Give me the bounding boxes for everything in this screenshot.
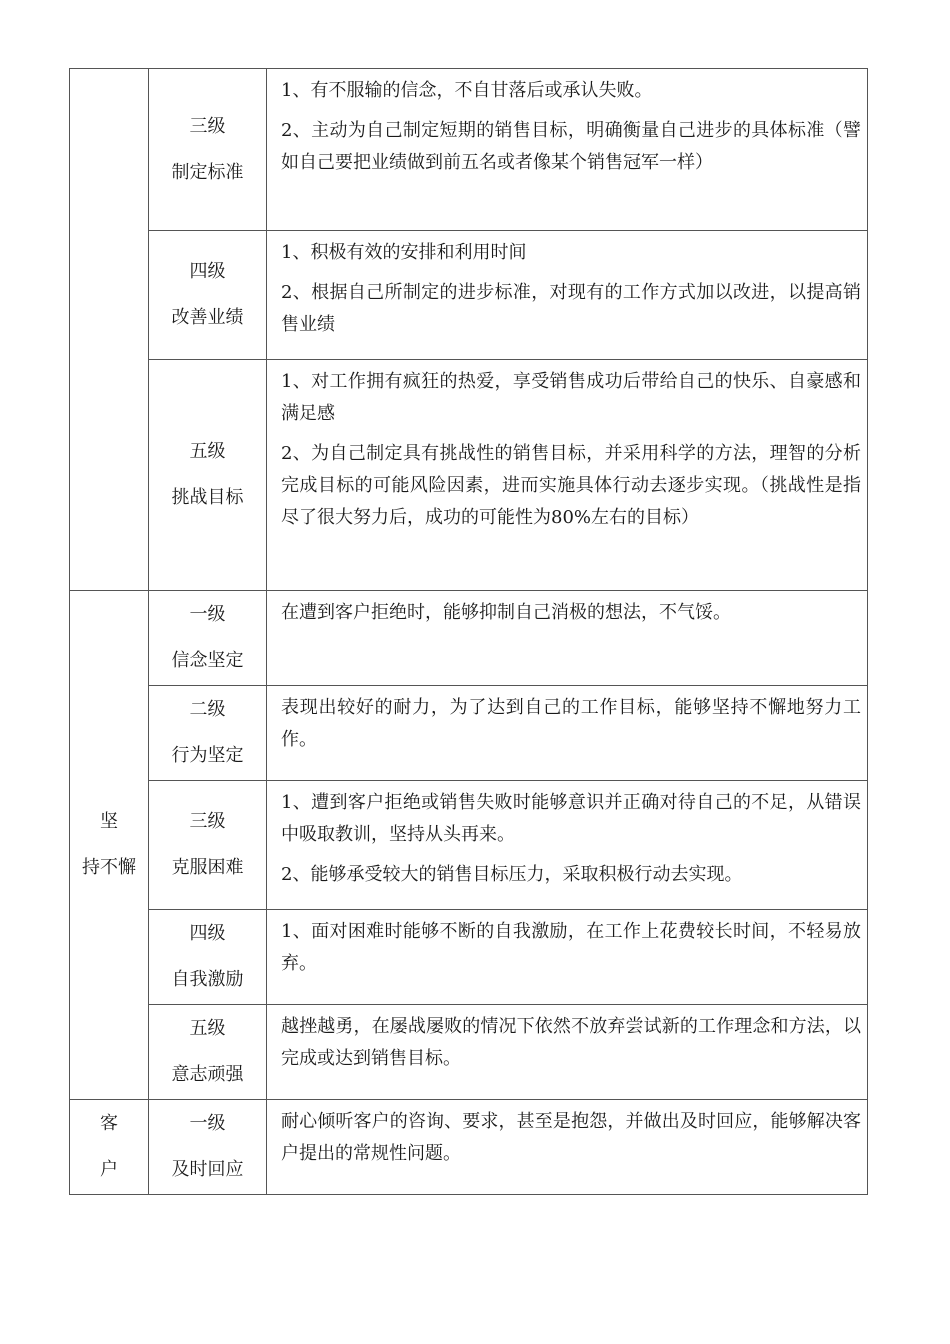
description-item: 1、对工作拥有疯狂的热爱，享受销售成功后带给自己的快乐、自豪感和满足感 bbox=[281, 371, 861, 424]
competency-table bbox=[69, 68, 868, 1195]
description-item: 2、根据自己所制定的进步标准，对现有的工作方式加以改进，以提高销售业绩 bbox=[281, 282, 861, 335]
table-row bbox=[70, 781, 868, 910]
level-label: 三级 bbox=[189, 811, 226, 832]
category-cell bbox=[70, 1100, 149, 1195]
description-item: 1、积极有效的安排和利用时间 bbox=[281, 242, 527, 263]
description-cell bbox=[267, 910, 868, 1005]
level-label: 一级 bbox=[189, 1113, 226, 1134]
level-title: 改善业绩 bbox=[171, 307, 244, 328]
description-item: 2、为自己制定具有挑战性的销售目标，并采用科学的方法，理智的分析完成目标的可能风险因素，进而实施具体行动去逐步实现。（挑战性是指尽了很大努力后，成功的可能性为80%左右的目标） bbox=[281, 443, 861, 528]
level-cell bbox=[149, 69, 267, 231]
description-item: 1、遭到客户拒绝或销售失败时能够意识并正确对待自己的不足，从错误中吸取教训，坚持从头再来。 bbox=[281, 792, 861, 845]
table-row bbox=[70, 69, 868, 231]
table-row bbox=[70, 910, 868, 1005]
table-row bbox=[70, 360, 868, 591]
description-cell bbox=[267, 1005, 868, 1100]
table-row bbox=[70, 231, 868, 360]
level-label: 五级 bbox=[189, 1018, 226, 1039]
level-cell bbox=[149, 781, 267, 910]
description-item: 2、主动为自己制定短期的销售目标，明确衡量自己进步的具体标准（譬如自己要把业绩做到前五名或者像某个销售冠军一样） bbox=[281, 120, 861, 173]
level-cell bbox=[149, 231, 267, 360]
table-row bbox=[70, 591, 868, 686]
category-label-line: 坚 bbox=[100, 811, 118, 832]
level-title: 信念坚定 bbox=[171, 650, 244, 671]
description-item: 在遭到客户拒绝时，能够抑制自己消极的想法，不气馁。 bbox=[281, 602, 731, 623]
level-cell bbox=[149, 1100, 267, 1195]
description-cell bbox=[267, 591, 868, 686]
level-title: 及时回应 bbox=[171, 1159, 244, 1180]
level-title: 克服困难 bbox=[171, 857, 244, 878]
description-cell bbox=[267, 686, 868, 781]
level-title: 自我激励 bbox=[171, 969, 244, 990]
table-row bbox=[70, 686, 868, 781]
description-item: 越挫越勇，在屡战屡败的情况下依然不放弃尝试新的工作理念和方法，以完成或达到销售目标。 bbox=[281, 1016, 861, 1069]
level-title: 行为坚定 bbox=[171, 745, 244, 766]
description-cell bbox=[267, 360, 868, 591]
level-label: 四级 bbox=[189, 261, 226, 282]
level-title: 挑战目标 bbox=[171, 487, 244, 508]
description-cell bbox=[267, 231, 868, 360]
level-cell bbox=[149, 910, 267, 1005]
level-label: 三级 bbox=[189, 115, 226, 137]
table-row bbox=[70, 1100, 868, 1195]
description-item: 1、有不服输的信念，不自甘落后或承认失败。 bbox=[281, 80, 653, 101]
category-label-line: 持不懈 bbox=[82, 857, 136, 878]
level-cell bbox=[149, 1005, 267, 1100]
level-cell bbox=[149, 591, 267, 686]
level-title: 意志顽强 bbox=[171, 1064, 244, 1085]
level-cell bbox=[149, 686, 267, 781]
level-label: 四级 bbox=[189, 923, 226, 944]
description-item: 2、能够承受较大的销售目标压力，采取积极行动去实现。 bbox=[281, 864, 743, 885]
level-label: 二级 bbox=[189, 699, 226, 720]
description-item: 表现出较好的耐力，为了达到自己的工作目标，能够坚持不懈地努力工作。 bbox=[281, 697, 861, 750]
category-cell-blank bbox=[70, 69, 149, 591]
description-cell bbox=[267, 69, 868, 231]
description-cell bbox=[267, 781, 868, 910]
description-cell bbox=[267, 1100, 868, 1195]
level-cell bbox=[149, 360, 267, 591]
level-title: 制定标准 bbox=[171, 161, 244, 183]
category-label-line: 客 bbox=[100, 1113, 118, 1134]
level-label: 一级 bbox=[189, 604, 226, 625]
description-item: 耐心倾听客户的咨询、要求，甚至是抱怨，并做出及时回应，能够解决客户提出的常规性问题。 bbox=[281, 1111, 861, 1164]
level-label: 五级 bbox=[189, 441, 226, 462]
category-label-line: 户 bbox=[100, 1159, 118, 1180]
description-item: 1、面对困难时能够不断的自我激励，在工作上花费较长时间，不轻易放弃。 bbox=[281, 921, 861, 974]
table-row bbox=[70, 1005, 868, 1100]
category-cell bbox=[70, 591, 149, 1100]
